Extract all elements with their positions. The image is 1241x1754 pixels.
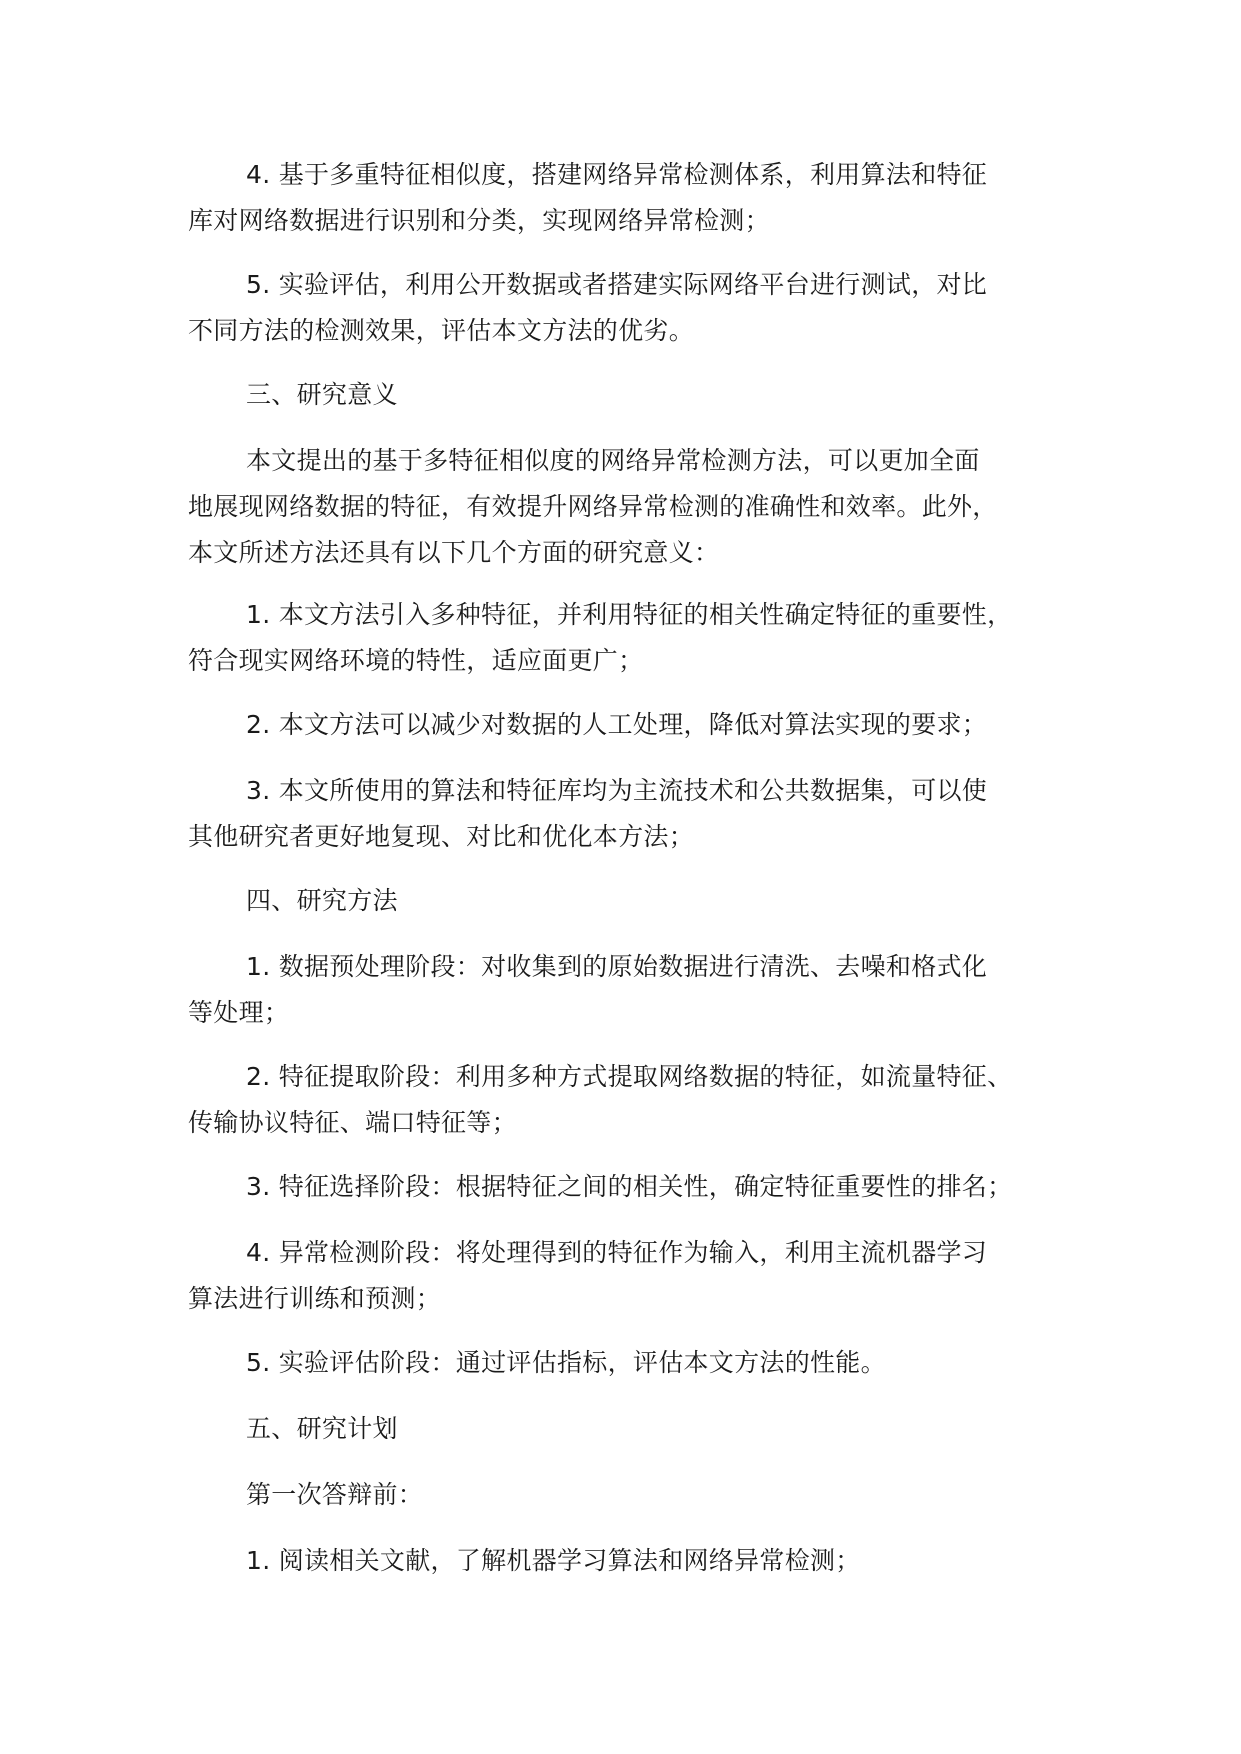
paragraph-line: 本文所述方法还具有以下几个方面的研究意义： [188,538,720,567]
paragraph-12 [188,1230,1088,1322]
paragraph-9 [188,944,1088,1036]
heading-text: 五、研究计划 [246,1414,398,1443]
paragraph-11 [188,1164,1088,1210]
paragraph-line: 不同方法的检测效果，评估本文方法的优劣。 [188,316,695,345]
paragraph-line: 本文提出的基于多特征相似度的网络异常检测方法，可以更加全面 [246,446,980,475]
paragraph-line: 4. 基于多重特征相似度，搭建网络异常检测体系，利用算法和特征 [246,160,988,189]
paragraph-16 [188,1538,1088,1584]
paragraph-line: 传输协议特征、端口特征等； [188,1108,517,1137]
paragraph-line: 符合现实网络环境的特性，适应面更广； [188,646,644,675]
paragraph-line: 2. 本文方法可以减少对数据的人工处理，降低对算法实现的要求； [246,710,988,739]
paragraph-line: 等处理； [188,998,290,1027]
section-heading-5 [188,1406,1088,1452]
heading-text: 四、研究方法 [246,886,398,915]
paragraph-1 [188,152,1088,244]
paragraph-line: 地展现网络数据的特征，有效提升网络异常检测的准确性和效率。此外， [188,492,998,521]
paragraph-2 [188,262,1088,354]
paragraph-line: 库对网络数据进行识别和分类，实现网络异常检测； [188,206,770,235]
paragraph-line: 其他研究者更好地复现、对比和优化本方法； [188,822,695,851]
paragraph-7 [188,768,1088,860]
paragraph-line: 1. 本文方法引入多种特征，并利用特征的相关性确定特征的重要性， [246,600,1013,629]
paragraph-line: 第一次答辩前： [246,1480,424,1509]
paragraph-line: 1. 数据预处理阶段：对收集到的原始数据进行清洗、去噪和格式化 [246,952,988,981]
paragraph-15 [188,1472,1088,1518]
section-heading-4 [188,878,1088,924]
section-heading-3 [188,372,1088,418]
paragraph-10 [188,1054,1088,1146]
paragraph-line: 算法进行训练和预测； [188,1284,442,1313]
paragraph-line: 3. 特征选择阶段：根据特征之间的相关性，确定特征重要性的排名； [246,1172,1013,1201]
paragraph-5 [188,592,1088,684]
paragraph-13 [188,1340,1088,1386]
heading-text: 三、研究意义 [246,380,398,409]
paragraph-line: 5. 实验评估阶段：通过评估指标，评估本文方法的性能。 [246,1348,886,1377]
paragraph-line: 5. 实验评估，利用公开数据或者搭建实际网络平台进行测试，对比 [246,270,988,299]
paragraph-line: 1. 阅读相关文献，了解机器学习算法和网络异常检测； [246,1546,861,1575]
paragraph-line: 4. 异常检测阶段：将处理得到的特征作为输入，利用主流机器学习 [246,1238,988,1267]
paragraph-4 [188,438,1088,576]
paragraph-line: 2. 特征提取阶段：利用多种方式提取网络数据的特征，如流量特征、 [246,1062,1013,1091]
paragraph-line: 3. 本文所使用的算法和特征库均为主流技术和公共数据集，可以使 [246,776,988,805]
paragraph-6 [188,702,1088,748]
